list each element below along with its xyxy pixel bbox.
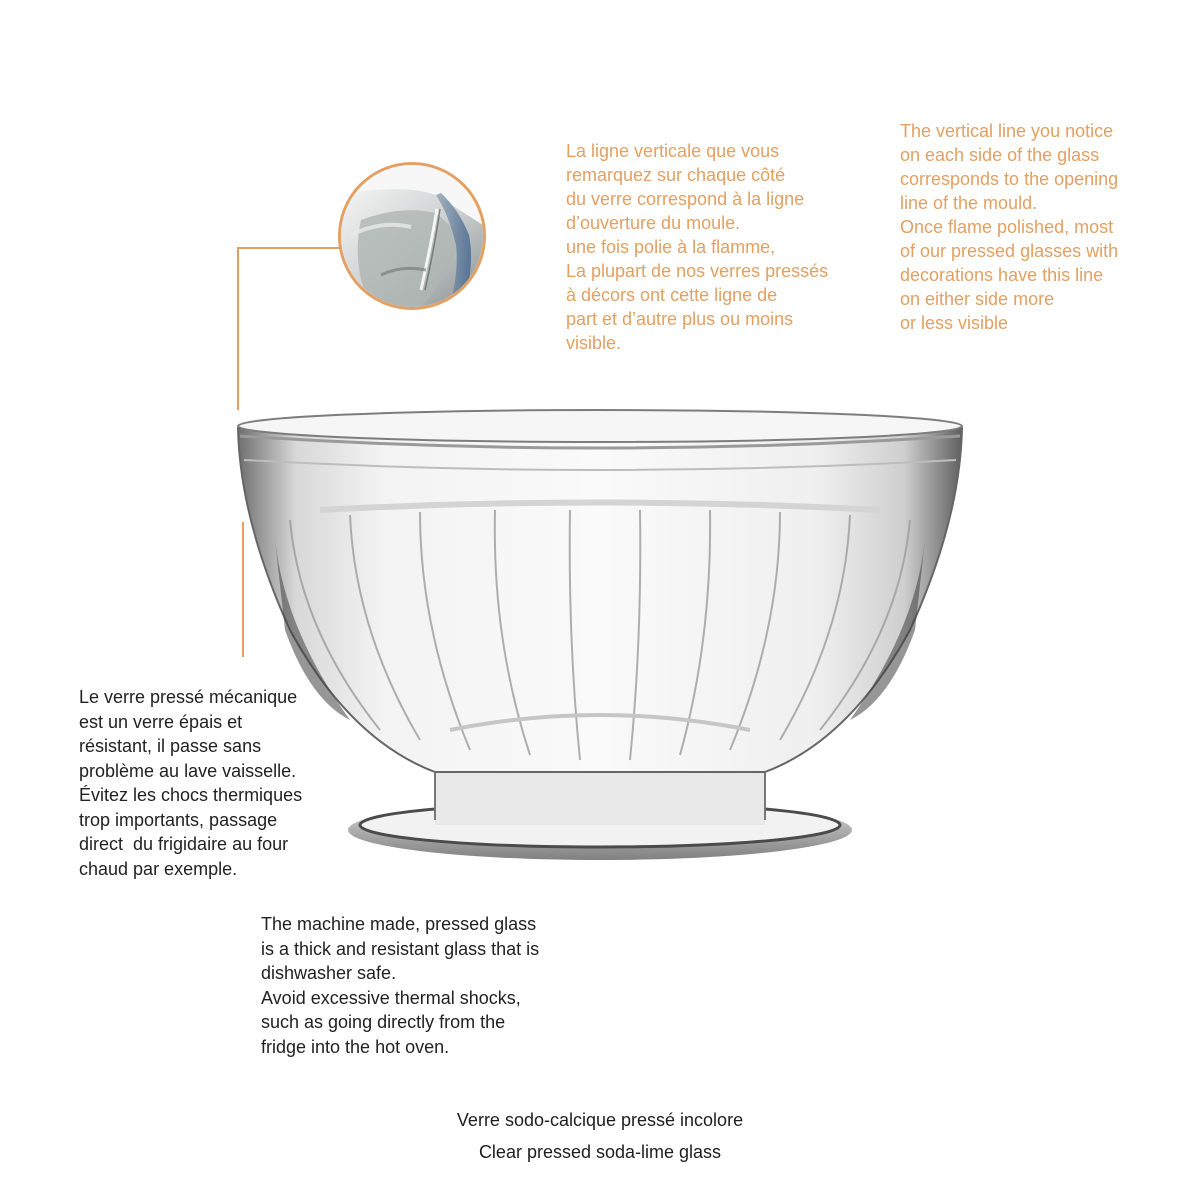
mould-line-note-en-line: Once flame polished, most bbox=[900, 217, 1114, 237]
pressed-glass-note-fr-line: problème au lave vaisselle. bbox=[79, 760, 297, 781]
mould-line-note-en-line: of our pressed glasses with bbox=[900, 241, 1119, 261]
mould-line-note-fr-line: une fois polie à la flamme, bbox=[566, 237, 776, 257]
pressed-glass-note-en bbox=[261, 912, 581, 1059]
caption-material-fr: Verre sodo-calcique pressé incolore bbox=[456, 1110, 744, 1130]
leader-line-horizontal bbox=[237, 247, 343, 249]
glass-rim-closeup-image bbox=[341, 165, 483, 307]
pressed-glass-note-fr-line: trop importants, passage bbox=[79, 809, 278, 830]
glass-bowl-image bbox=[230, 400, 970, 870]
pressed-glass-note-en-line: is a thick and resistant glass that is bbox=[261, 938, 540, 959]
pressed-glass-note-fr-line: chaud par exemple. bbox=[79, 858, 238, 879]
mould-line-note-fr-line: remarquez sur chaque côté bbox=[566, 165, 786, 185]
pressed-glass-note-en-line: fridge into the hot oven. bbox=[261, 1036, 450, 1057]
mould-line-note-en-line: or less visible bbox=[900, 313, 1009, 333]
mould-line-note-en-line: on either side more bbox=[900, 289, 1055, 309]
mould-line-note-en-line: on each side of the glass bbox=[900, 145, 1100, 165]
pressed-glass-note-en-line: Avoid excessive thermal shocks, bbox=[261, 987, 521, 1008]
mould-line-note-fr-line: du verre correspond à la ligne bbox=[566, 189, 805, 209]
pressed-glass-note-fr-line: résistant, il passe sans bbox=[79, 736, 262, 756]
mould-line-note-fr-line: d’ouverture du moule. bbox=[566, 213, 741, 233]
leader-line-vertical-top bbox=[237, 247, 239, 410]
mould-line-note-fr-line: à décors ont cette ligne de bbox=[566, 285, 778, 305]
mould-line-note-fr-line: La plupart de nos verres pressés bbox=[566, 261, 829, 281]
mould-line-note-en-line: corresponds to the opening bbox=[900, 169, 1119, 189]
mould-line-note-en bbox=[900, 119, 1160, 335]
pressed-glass-note-fr bbox=[79, 685, 339, 881]
pressed-glass-note-fr-line: Le verre pressé mécanique bbox=[79, 687, 298, 707]
pressed-glass-note-fr-line: est un verre épais et bbox=[79, 711, 243, 732]
pressed-glass-note-en-line: such as going directly from the bbox=[261, 1012, 506, 1032]
mould-line-detail-zoom bbox=[338, 162, 486, 310]
pressed-glass-note-en-line: The machine made, pressed glass bbox=[261, 914, 537, 934]
pressed-glass-note-fr-line: Évitez les chocs thermiques bbox=[79, 785, 303, 805]
mould-line-note-en-line: The vertical line you notice bbox=[900, 121, 1114, 141]
pressed-glass-note-en-line: dishwasher safe. bbox=[261, 963, 397, 983]
mould-line-note-fr-line: part et d’autre plus ou moins bbox=[566, 309, 794, 329]
mould-line-note-en-line: decorations have this line bbox=[900, 265, 1104, 285]
mould-line-note-fr bbox=[566, 139, 866, 355]
mould-line-note-fr-line: La ligne verticale que vous bbox=[566, 141, 780, 161]
mould-line-note-fr-line: visible. bbox=[566, 333, 622, 353]
caption-material-en: Clear pressed soda-lime glass bbox=[478, 1142, 722, 1162]
pressed-glass-note-fr-line: direct du frigidaire au four bbox=[79, 834, 289, 854]
mould-line-note-en-line: line of the mould. bbox=[900, 193, 1038, 213]
